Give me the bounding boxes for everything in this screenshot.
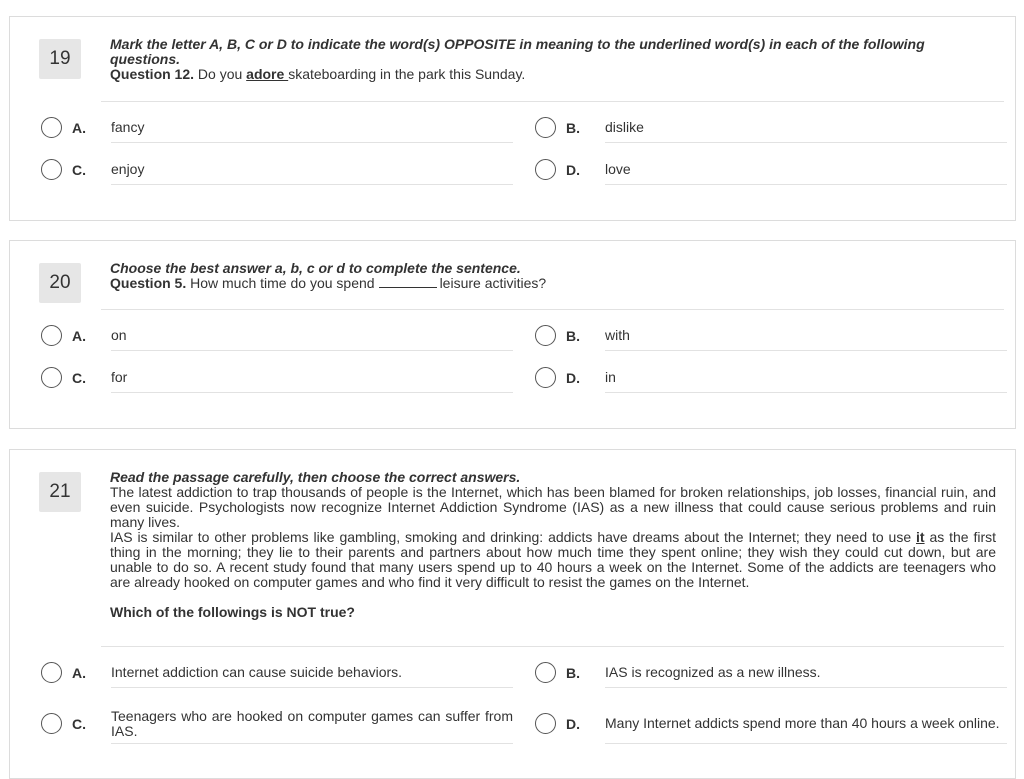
option-text: IAS is recognized as a new illness. [605,658,1007,688]
question-body [110,261,996,291]
option-text: Internet addiction can cause suicide behaviors. [111,658,513,688]
radio-button-a[interactable] [41,117,62,138]
instruction-text: Read the passage carefully, then choose the correct answers. [110,469,521,485]
option-b[interactable] [533,113,1007,143]
option-text: Many Internet addicts spend more than 40 hours a week online. [605,704,1007,744]
option-letter: B. [566,120,580,136]
question-text-post: skateboarding in the park this Sunday. [288,66,526,82]
passage-text-pre: IAS is similar to other problems like gambling, smoking and drinking: addicts have dreams about the Internet; they need to use [110,529,916,545]
question-card-21 [9,449,1016,779]
option-letter: C. [72,162,86,178]
underlined-word: adore [246,66,289,82]
option-b[interactable] [533,321,1007,351]
option-text: love [605,155,1007,185]
option-text: with [605,321,1007,351]
option-c[interactable] [39,363,513,393]
option-letter: A. [72,328,86,344]
option-text: enjoy [111,155,513,185]
question-card-20 [9,240,1016,429]
radio-button-b[interactable] [535,117,556,138]
option-letter: D. [566,370,580,386]
radio-button-b[interactable] [535,662,556,683]
question-number: 20 [39,263,81,303]
radio-button-a[interactable] [41,325,62,346]
option-letter: B. [566,665,580,681]
radio-button-b[interactable] [535,325,556,346]
question-line [110,67,996,82]
option-c[interactable] [39,704,513,744]
question-prompt: Which of the followings is NOT true? [110,604,355,620]
question-text-pre: How much time do you spend [186,275,375,291]
option-d[interactable] [533,363,1007,393]
instruction-text: Mark the letter A, B, C or D to indicate the word(s) OPPOSITE in meaning to the underlined word(s) in each of the following questions. [110,36,925,67]
option-letter: D. [566,716,580,732]
option-c[interactable] [39,155,513,185]
radio-button-c[interactable] [41,713,62,734]
radio-button-a[interactable] [41,662,62,683]
option-text: dislike [605,113,1007,143]
option-text: fancy [111,113,513,143]
option-letter: C. [72,716,86,732]
question-text-post: leisure activities? [439,275,547,291]
option-text: in [605,363,1007,393]
option-letter: A. [72,120,86,136]
radio-button-d[interactable] [535,159,556,180]
question-number: 21 [39,472,81,512]
divider [101,646,1004,647]
question-card-19 [9,16,1016,221]
passage-paragraph-2 [110,530,996,590]
divider [101,101,1004,102]
option-text: for [111,363,513,393]
question-body [110,37,996,82]
option-d[interactable] [533,704,1007,744]
question-number: 19 [39,39,81,79]
option-b[interactable] [533,658,1007,688]
question-line [110,276,996,291]
radio-button-c[interactable] [41,159,62,180]
option-a[interactable] [39,321,513,351]
question-text-pre: Do you [194,66,247,82]
passage-text-post: as the first thing in the morning; they lie to their parents and partners about how much time they spent online; they wish they could cut down, but are unable to do so. A recent study found that many users spend up to 40 hours a week on the Internet. Some of the addicts are teenagers who are already hooked on computer games and who find it very difficult to resist the games on the Internet. [110,529,997,590]
instruction-text: Choose the best answer a, b, c or d to complete the sentence. [110,260,521,276]
option-text: on [111,321,513,351]
underlined-word: it [916,529,925,545]
answer-blank [379,276,437,288]
question-label: Question 12. [110,66,195,82]
radio-button-d[interactable] [535,367,556,388]
option-d[interactable] [533,155,1007,185]
divider [101,309,1004,310]
option-text: Teenagers who are hooked on computer games can suffer from IAS. [111,704,513,744]
question-label: Question 5. [110,275,187,291]
question-body [110,470,996,620]
option-a[interactable] [39,658,513,688]
option-letter: C. [72,370,86,386]
option-letter: D. [566,162,580,178]
passage-paragraph-1: The latest addiction to trap thousands of people is the Internet, which has been blamed for broken relationships, job losses, financial ruin, and even suicide. Psychologists now recognize Internet Addiction Syndrome (IAS) as a new illness that could cause serious problems and ruin many lives. [110,484,996,530]
option-a[interactable] [39,113,513,143]
option-letter: B. [566,328,580,344]
option-letter: A. [72,665,86,681]
radio-button-d[interactable] [535,713,556,734]
radio-button-c[interactable] [41,367,62,388]
